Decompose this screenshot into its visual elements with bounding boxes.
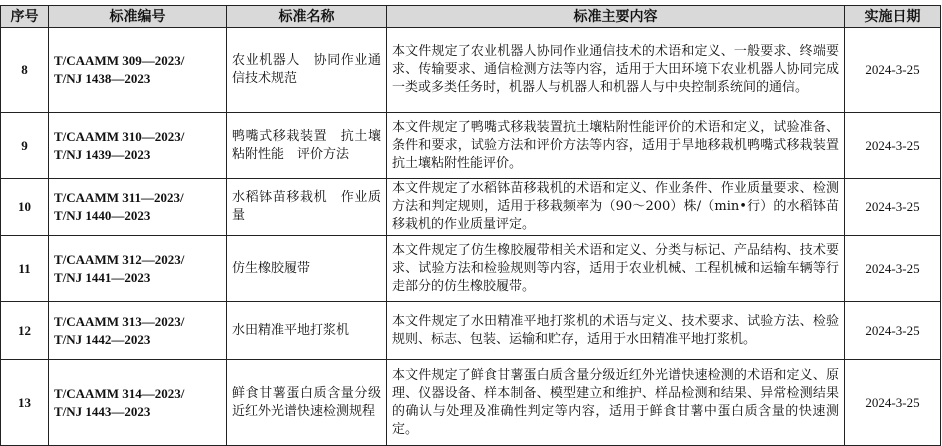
row-code [49,360,227,446]
row-date: 2024-3-25 [845,236,941,302]
row-date: 2024-3-25 [845,360,941,446]
row-name: 鲜食甘薯蛋白质含量分级近红外光谱快速检测规程 [227,360,387,446]
table-row [1,179,941,236]
row-content: 本文件规定了仿生橡胶履带相关术语和定义、分类与标记、产品结构、技术要求、试验方法和检验规则等内容，适用于农业机械、工程机械和运输车辆等行走部分的仿生橡胶履带。 [387,236,845,302]
row-code-line2: T/NJ 1439—2023 [54,146,151,162]
row-code-line1: T/CAAMM 312—2023/ [54,251,185,267]
row-content: 本文件规定了水稻钵苗移栽机的术语和定义、作业条件、作业质量要求、检测方法和判定规则，适用于移栽频率为（90～200）株/（min•行）的水稻钵苗移栽机的作业质量评定。 [387,179,845,236]
row-seq: 10 [1,179,49,236]
table-row [1,302,941,360]
row-name: 鸭嘴式移栽装置 抗土壤粘附性能 评价方法 [227,113,387,179]
row-date: 2024-3-25 [845,28,941,113]
row-name: 农业机器人 协同作业通信技术规范 [227,28,387,113]
table-row [1,28,941,113]
row-code [49,179,227,236]
row-seq: 8 [1,28,49,113]
row-name: 水田精准平地打浆机 [227,302,387,360]
row-code-line1: T/CAAMM 314—2023/ [54,385,185,401]
row-date: 2024-3-25 [845,179,941,236]
row-code-line2: T/NJ 1442—2023 [54,331,151,347]
header-content: 标准主要内容 [387,6,845,28]
row-code-line1: T/CAAMM 310—2023/ [54,128,185,144]
row-code-line1: T/CAAMM 309—2023/ [54,53,185,68]
header-name: 标准名称 [227,6,387,28]
row-code-line2: T/NJ 1441—2023 [54,269,151,285]
row-name: 水稻钵苗移栽机 作业质量 [227,179,387,236]
row-date: 2024-3-25 [845,113,941,179]
row-date: 2024-3-25 [845,302,941,360]
row-code-line1: T/CAAMM 313—2023/ [54,313,185,329]
row-content: 本文件规定了鲜食甘薯蛋白质含量分级近红外光谱快速检测的术语和定义、原理、仪器设备、样本制备、模型建立和维护、样品检测和结果、异常检测结果的确认与处理及准确性判定等内容，适用于鲜食甘薯中蛋白质含量的快速测定。 [387,360,845,446]
row-code [49,28,227,113]
row-code-line2: T/NJ 1438—2023 [54,71,151,86]
row-seq: 11 [1,236,49,302]
row-code [49,236,227,302]
row-content: 本文件规定了鸭嘴式移栽装置抗土壤粘附性能评价的术语和定义，试验准备、条件和要求，试验方法和评价方法等内容，适用于旱地移栽机鸭嘴式移栽装置抗土壤粘附性能评价。 [387,113,845,179]
row-seq: 9 [1,113,49,179]
row-code-line2: T/NJ 1443—2023 [54,403,151,419]
row-code-line1: T/CAAMM 311—2023/ [54,190,184,205]
header-date: 实施日期 [845,6,941,28]
header-seq: 序号 [1,6,49,28]
table-header-row [1,6,941,28]
row-code-line2: T/NJ 1440—2023 [54,208,151,223]
table-row [1,113,941,179]
row-seq: 13 [1,360,49,446]
row-seq: 12 [1,302,49,360]
row-content: 本文件规定了水田精准平地打浆机的术语与定义、技术要求、试验方法、检验规则、标志、包装、运输和贮存，适用于水田精准平地打浆机。 [387,302,845,360]
standards-table [0,5,941,446]
table-row [1,236,941,302]
header-code: 标准编号 [49,6,227,28]
row-name: 仿生橡胶履带 [227,236,387,302]
row-code [49,302,227,360]
row-code [49,113,227,179]
table-row [1,360,941,446]
row-content: 本文件规定了农业机器人协同作业通信技术的术语和定义、一般要求、终端要求、传输要求、通信检测方法等内容，适用于大田环境下农业机器人协同完成一类或多类任务时，机器人与机器人和机器人与中央控制系统间的通信。 [387,28,845,113]
